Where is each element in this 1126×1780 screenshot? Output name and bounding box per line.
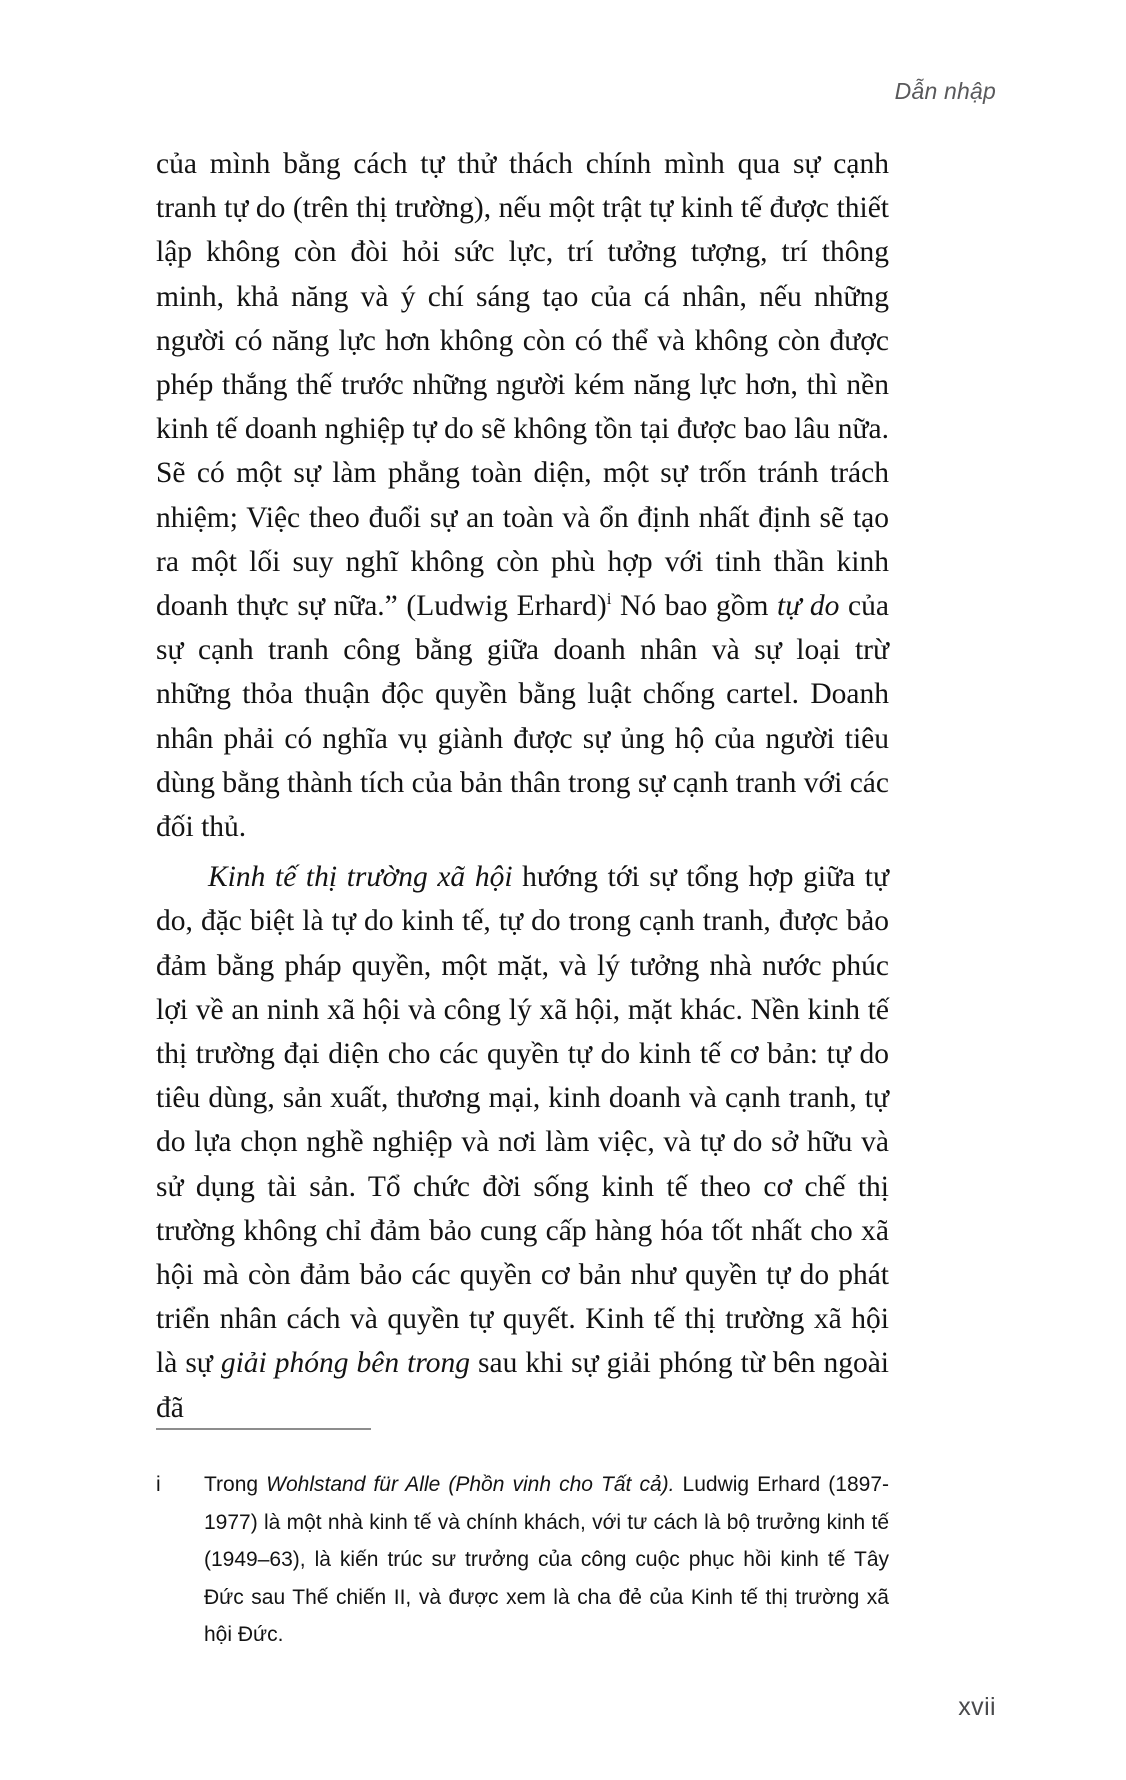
text-run: của mình bằng cách tự thử thách chính mình qua sự cạnh tranh tự do (trên thị trường), nếu một trật tự kinh tế được thiết lập không còn đòi hỏi sức lực, trí tưởng tượng, trí thông minh, khả năng và ý chí sáng tạo của cá nhân, nếu những người có năng lực hơn không còn có thể và không còn được phép thắng thế trước những người kém năng lực hơn, thì nền kinh tế doanh nghiệp tự do sẽ không tồn tại được bao lâu nữa. Sẽ có một sự làm phẳng toàn diện, một sự trốn tránh trách nhiệm; Việc theo đuổi sự an toàn và ổn định nhất định sẽ tạo ra một lối suy nghĩ không còn phù hợp với tinh thần kinh doanh thực sự nữa.” (Ludwig Erhard): [156, 148, 889, 623]
footnote-marker: i: [156, 1473, 161, 1496]
text-run: sau khi sự giải phóng từ bên ngoài đã: [156, 1347, 889, 1424]
emphasis-text: tự do: [777, 590, 840, 623]
para-2: [156, 855, 889, 1430]
body-text-block: [156, 142, 889, 1430]
footnote-text: [204, 1466, 889, 1654]
page-number: xvii: [958, 1693, 996, 1721]
text-run: Ludwig Erhard (1897-1977) là một nhà kinh tế và chính khách, với tư cách là bộ trưởng kinh tế (1949–63), là kiến trúc sư trưởng của công cuộc phục hồi kinh tế Tây Đức sau Thế chiến II, và được xem là cha đẻ của Kinh tế thị trường xã hội Đức.: [204, 1473, 889, 1646]
emphasis-text: Kinh tế thị trường xã hội: [208, 861, 513, 894]
footnote: [156, 1466, 889, 1654]
emphasis-text: Wohlstand für Alle (Phồn vinh cho Tất cả).: [266, 1473, 675, 1496]
para-1: [156, 142, 889, 849]
footnote-reference[interactable]: i: [606, 589, 612, 609]
footnote-separator-rule: [156, 1428, 371, 1430]
text-run: Trong: [204, 1473, 267, 1496]
text-run: Nó bao gồm: [611, 590, 778, 623]
running-head: Dẫn nhập: [894, 78, 996, 104]
text-run: của sự cạnh tranh công bằng giữa doanh nhân và sự loại trừ những thỏa thuận độc quyền bằng luật chống cartel. Doanh nhân phải có nghĩa vụ giành được sự ủng hộ của người tiêu dùng bằng thành tích của bản thân trong sự cạnh tranh với các đối thủ.: [156, 590, 889, 844]
emphasis-text: giải phóng bên trong: [220, 1347, 470, 1380]
text-run: hướng tới sự tổng hợp giữa tự do, đặc biệt là tự do kinh tế, tự do trong cạnh tranh, được bảo đảm bằng pháp quyền, một mặt, và lý tưởng nhà nước phúc lợi về an ninh xã hội và công lý xã hội, mặt khác. Nền kinh tế thị trường đại diện cho các quyền tự do kinh tế cơ bản: tự do tiêu dùng, sản xuất, thương mại, kinh doanh và cạnh tranh, tự do lựa chọn nghề nghiệp và nơi làm việc, và tự do sở hữu và sử dụng tài sản. Tổ chức đời sống kinh tế theo cơ chế thị trường không chỉ đảm bảo cung cấp hàng hóa tốt nhất cho xã hội mà còn đảm bảo các quyền cơ bản như quyền tự do phát triển nhân cách và quyền tự quyết. Kinh tế thị trường xã hội là sự: [156, 861, 889, 1380]
